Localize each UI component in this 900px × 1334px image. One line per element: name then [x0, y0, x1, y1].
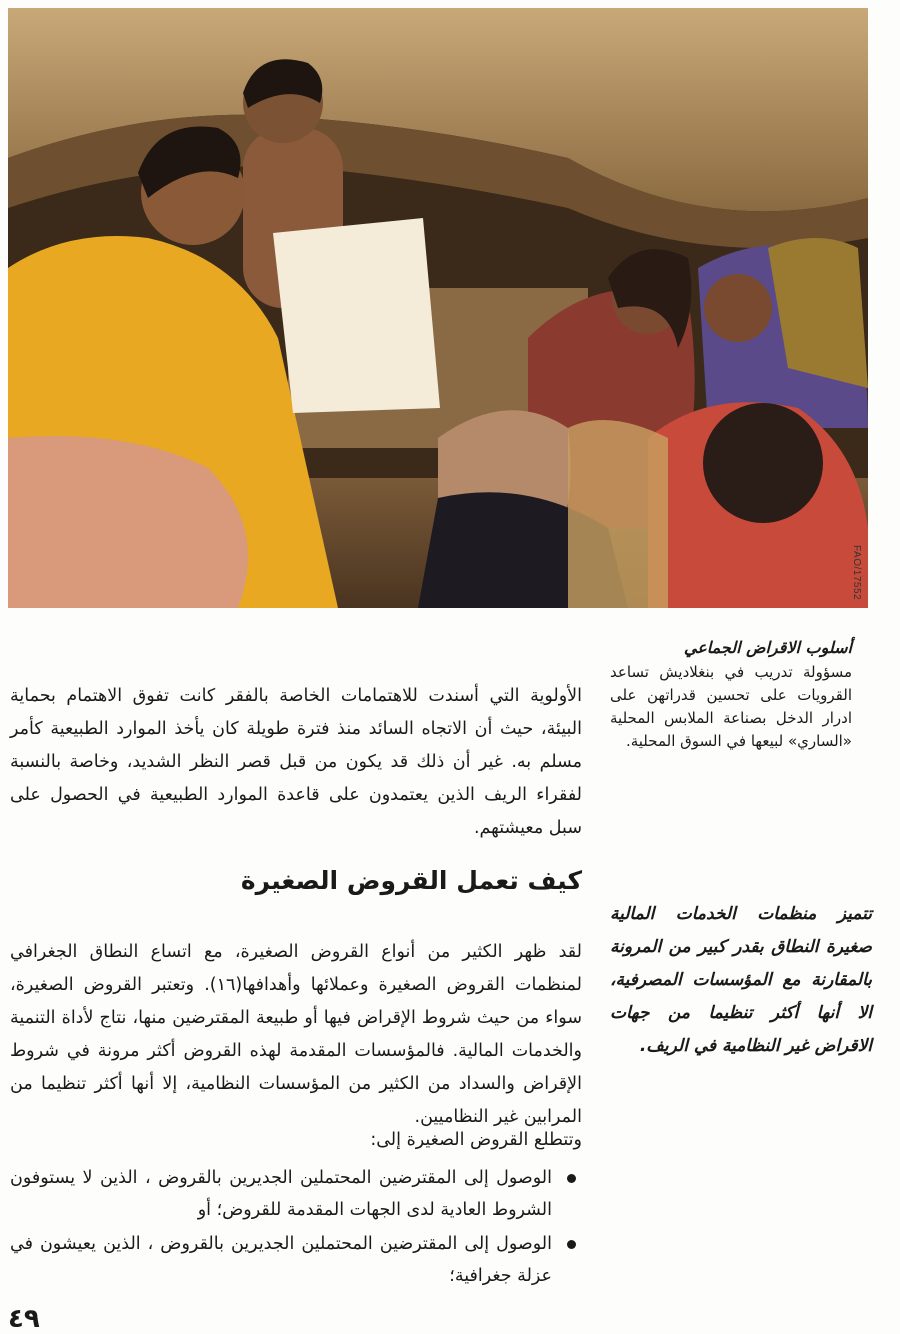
body-paragraph-1: الأولوية التي أسندت للاهتمامات الخاصة بالفقر كانت تفوق الاهتمام بحماية البيئة، حيث أن الاتجاه السائد منذ فترة طويلة كان يأخذ الموارد الطبيعية كأمر مسلم به. غير أن ذلك قد يكون من قبل قصر النظر الشديد، وخاصة بالنسبة لفقراء الريف الذين يعتمدون على قاعدة الموارد الطبيعية في الحصول على سبل معيشتهم. [10, 686, 582, 838]
list-intro: وتتطلع القروض الصغيرة إلى: [370, 1130, 582, 1150]
list-item [10, 1162, 582, 1226]
pull-quote: تتميز منظمات الخدمات المالية صغيرة النطاق بقدر كبير من المرونة بالمقارنة مع المؤسسات المصرفية، الا أنها أكثر تنظيما من جهات الاقراض غير النظامية في الريف. [610, 904, 872, 1056]
bullet-icon [567, 1240, 576, 1249]
photo-credit: FAO/17552 [851, 545, 862, 601]
list-item [10, 1228, 582, 1292]
body-paragraph-2: لقد ظهر الكثير من أنواع القروض الصغيرة، مع اتساع النطاق الجغرافي لمنظمات القروض الصغيرة وعملائها وأهدافها(١٦). وتعتبر القروض الصغيرة، سواء من حيث شروط الإقراض فيها أو طبيعة المقترضين منها، نتاج لأداة التنمية والخدمات المالية. فالمؤسسات المقدمة لهذه القروض أكثر مرونة في شروط الإقراض والسداد من الكثير من المؤسسات النظامية، إلا أنها أكثر تنظيما من المرابين غير النظاميين. [10, 942, 583, 1127]
caption-title: أسلوب الاقراض الجماعي [683, 638, 852, 657]
list-item-text: الوصول إلى المقترضين المحتملين الجديرين بالقروض ، الذين لا يستوفون الشروط العادية لدى الجهات المقدمة للقروض؛ أو [10, 1168, 552, 1220]
caption-body: مسؤولة تدريب في بنغلاديش تساعد القرويات على تحسين قدراتهن على ادرار الدخل بصناعة الملابس المحلية «الساري» لبيعها في السوق المحلية. [610, 663, 852, 750]
bullet-icon [567, 1174, 576, 1183]
page-number: ٤٩ [8, 1304, 40, 1334]
village-group-photo [8, 8, 868, 608]
section-heading: كيف تعمل القروض الصغيرة [240, 866, 582, 895]
photo-caption [610, 636, 852, 753]
bullet-list [10, 1162, 582, 1294]
photo [8, 8, 868, 608]
list-item-text: الوصول إلى المقترضين المحتملين الجديرين بالقروض ، الذين يعيشون في عزلة جغرافية؛ [10, 1234, 552, 1286]
